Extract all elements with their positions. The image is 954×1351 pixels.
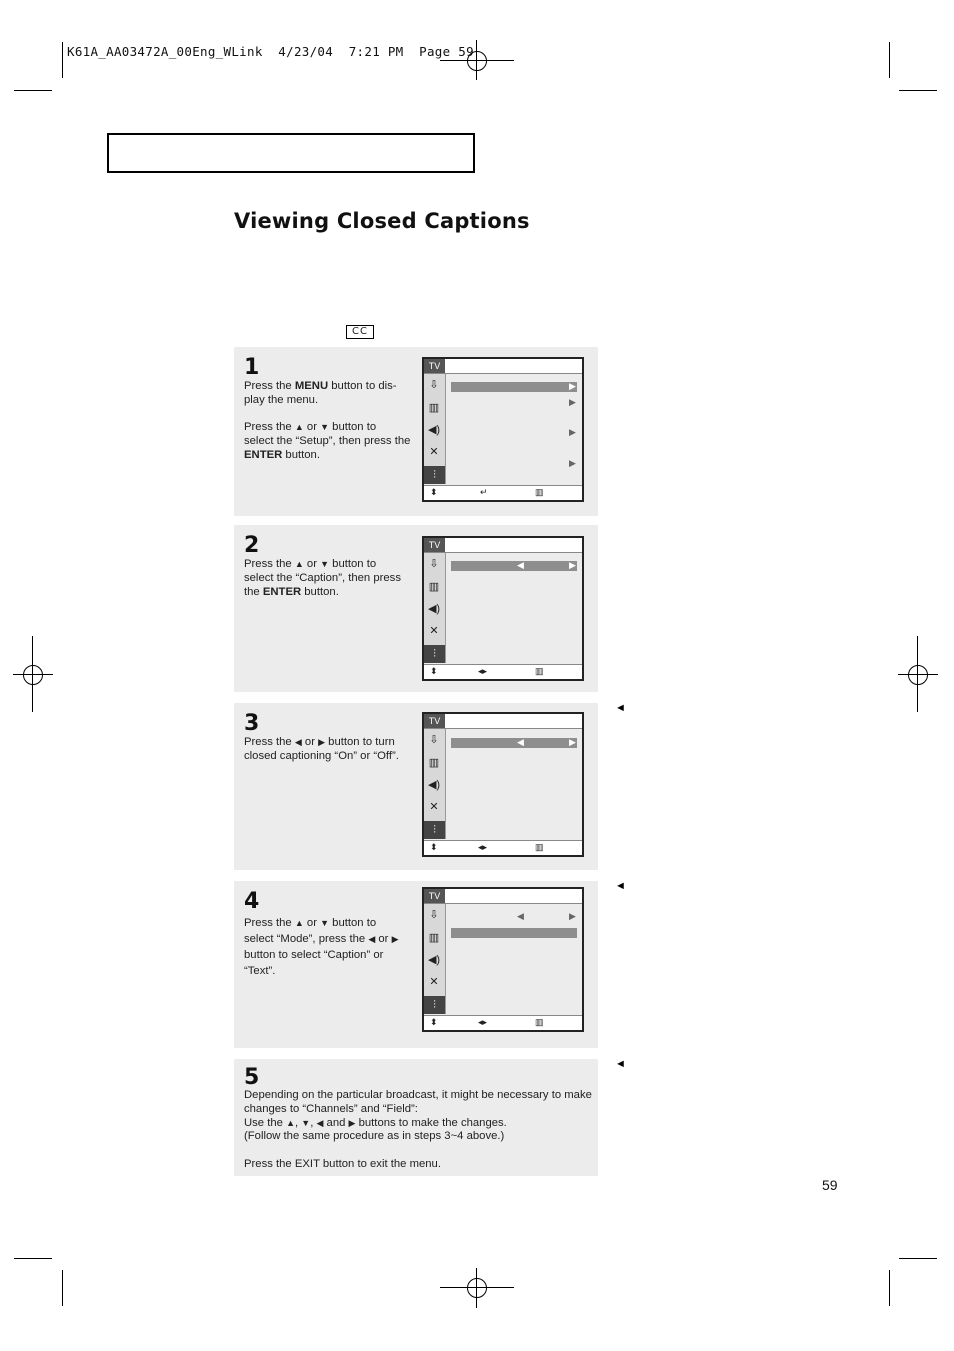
step-number: 5 [244,1065,260,1090]
osd-screen-2 [422,536,584,681]
section-header-box [107,133,475,173]
crop-mark [14,1258,52,1259]
step-4-panel [234,881,598,1048]
picture-icon: ▥ [428,402,440,414]
crop-mark [14,90,52,91]
sound-icon: ◀) [427,954,441,966]
step-3-panel [234,703,598,870]
step-number: 3 [244,711,260,736]
right-arrow-icon: ▶ [569,737,576,747]
right-arrow-icon: ▶ [318,737,326,747]
crop-mark [889,1270,890,1306]
highlight-bar [451,738,577,748]
step-instructions: Press the ▲ or ▼ button to select “Mode”, press the ◀ or ▶ button to select “Caption” or “Text”. [244,917,399,977]
menu-icon: ▥ [535,666,544,676]
right-arrow-icon: ▶ [569,381,576,391]
up-arrow-icon: ▲ [294,422,304,433]
setup-icon: ⫶ [424,466,445,484]
step-5-panel [234,1059,598,1176]
adjust-icon: ◂▸ [478,666,488,676]
left-arrow-icon: ◀ [517,560,524,570]
left-arrow-icon: ◀ [294,737,302,747]
step-2-panel [234,525,598,692]
right-arrow-icon: ▶ [569,427,576,437]
left-arrow-icon: ◀ [368,934,376,944]
tv-label: TV [424,359,445,373]
step-instructions: Press the ◀ or ▶ button to turn closed captioning “On” or “Off”. [244,736,399,762]
crop-mark [889,42,890,78]
input-icon: ⇩ [429,379,439,391]
input-icon: ⇩ [429,734,439,746]
step-number: 2 [244,533,260,558]
left-arrow-icon: ◀ [517,911,524,921]
down-arrow-icon: ▼ [320,422,330,433]
highlight-bar [451,382,577,392]
move-icon: ⬍ [430,666,438,676]
tv-label: TV [424,889,445,903]
crop-mark [62,42,63,78]
step-number: 1 [244,355,260,380]
note-arrow-icon: ◄ [615,1058,626,1070]
step-instructions: Depending on the particular broadcast, it might be necessary to make changes to “Channels” and “Field”: Use the ▲, ▼, ◀ and ▶ buttons to make the changes. (Follow the same procedure as in steps 3~4 above.) Press the EXIT button to exit the menu. [244,1089,592,1170]
input-icon: ⇩ [429,558,439,570]
osd-screen-1 [422,357,584,502]
up-arrow-icon: ▲ [294,559,304,569]
setup-icon: ⫶ [424,996,445,1014]
channel-icon: ✕ [429,976,439,988]
crop-mark [899,90,937,91]
cc-icon: CC [346,325,374,339]
menu-icon: ▥ [535,487,544,497]
setup-icon: ⫶ [424,821,445,839]
down-arrow-icon: ▼ [301,1117,311,1128]
move-icon: ⬍ [430,1017,438,1027]
highlight-bar [451,561,577,571]
right-arrow-icon: ▶ [569,397,576,407]
tv-label: TV [424,538,445,552]
up-arrow-icon: ▲ [294,918,304,928]
adjust-icon: ◂▸ [478,842,488,852]
picture-icon: ▥ [428,757,440,769]
crop-mark [62,1270,63,1306]
page-number: 59 [822,1177,838,1193]
osd-screen-4 [422,887,584,1032]
move-icon: ⬍ [430,842,438,852]
left-arrow-icon: ◀ [517,737,524,747]
setup-icon: ⫶ [424,645,445,663]
picture-icon: ▥ [428,581,440,593]
sound-icon: ◀) [427,603,441,615]
print-file-info: K61A_AA03472A_00Eng_WLink 4/23/04 7:21 PM Page 59 [67,44,474,59]
adjust-icon: ◂▸ [478,1017,488,1027]
down-arrow-icon: ▼ [320,918,330,928]
sound-icon: ◀) [427,779,441,791]
tv-label: TV [424,714,445,728]
enter-icon: ↵ [480,487,488,497]
right-arrow-icon: ▶ [391,934,399,944]
input-icon: ⇩ [429,909,439,921]
step-instructions: Press the ▲ or ▼ button to select the “Caption”, then press the ENTER button. [244,558,401,598]
right-arrow-icon: ▶ [569,560,576,570]
channel-icon: ✕ [429,801,439,813]
right-arrow-icon: ▶ [569,911,576,921]
sound-icon: ◀) [427,424,441,436]
menu-icon: ▥ [535,842,544,852]
up-arrow-icon: ▲ [286,1117,295,1128]
right-arrow-icon: ▶ [569,458,576,468]
picture-icon: ▥ [428,932,440,944]
channel-icon: ✕ [429,625,439,637]
menu-icon: ▥ [535,1017,544,1027]
highlight-bar [451,928,577,938]
down-arrow-icon: ▼ [320,559,330,569]
note-arrow-icon: ◄ [615,702,626,714]
left-arrow-icon: ◀ [316,1117,324,1128]
crop-mark [899,1258,937,1259]
step-1-panel [234,347,598,516]
page-title: Viewing Closed Captions [234,209,530,233]
channel-icon: ✕ [429,446,439,458]
step-number: 4 [244,889,260,914]
step-instructions: Press the MENU button to dis- play the menu. Press the ▲ or ▼ button to select the “Setup”, then press the ENTER button. [244,380,411,461]
right-arrow-icon: ▶ [348,1117,356,1128]
osd-screen-3 [422,712,584,857]
move-icon: ⬍ [430,487,438,497]
note-arrow-icon: ◄ [615,880,626,892]
